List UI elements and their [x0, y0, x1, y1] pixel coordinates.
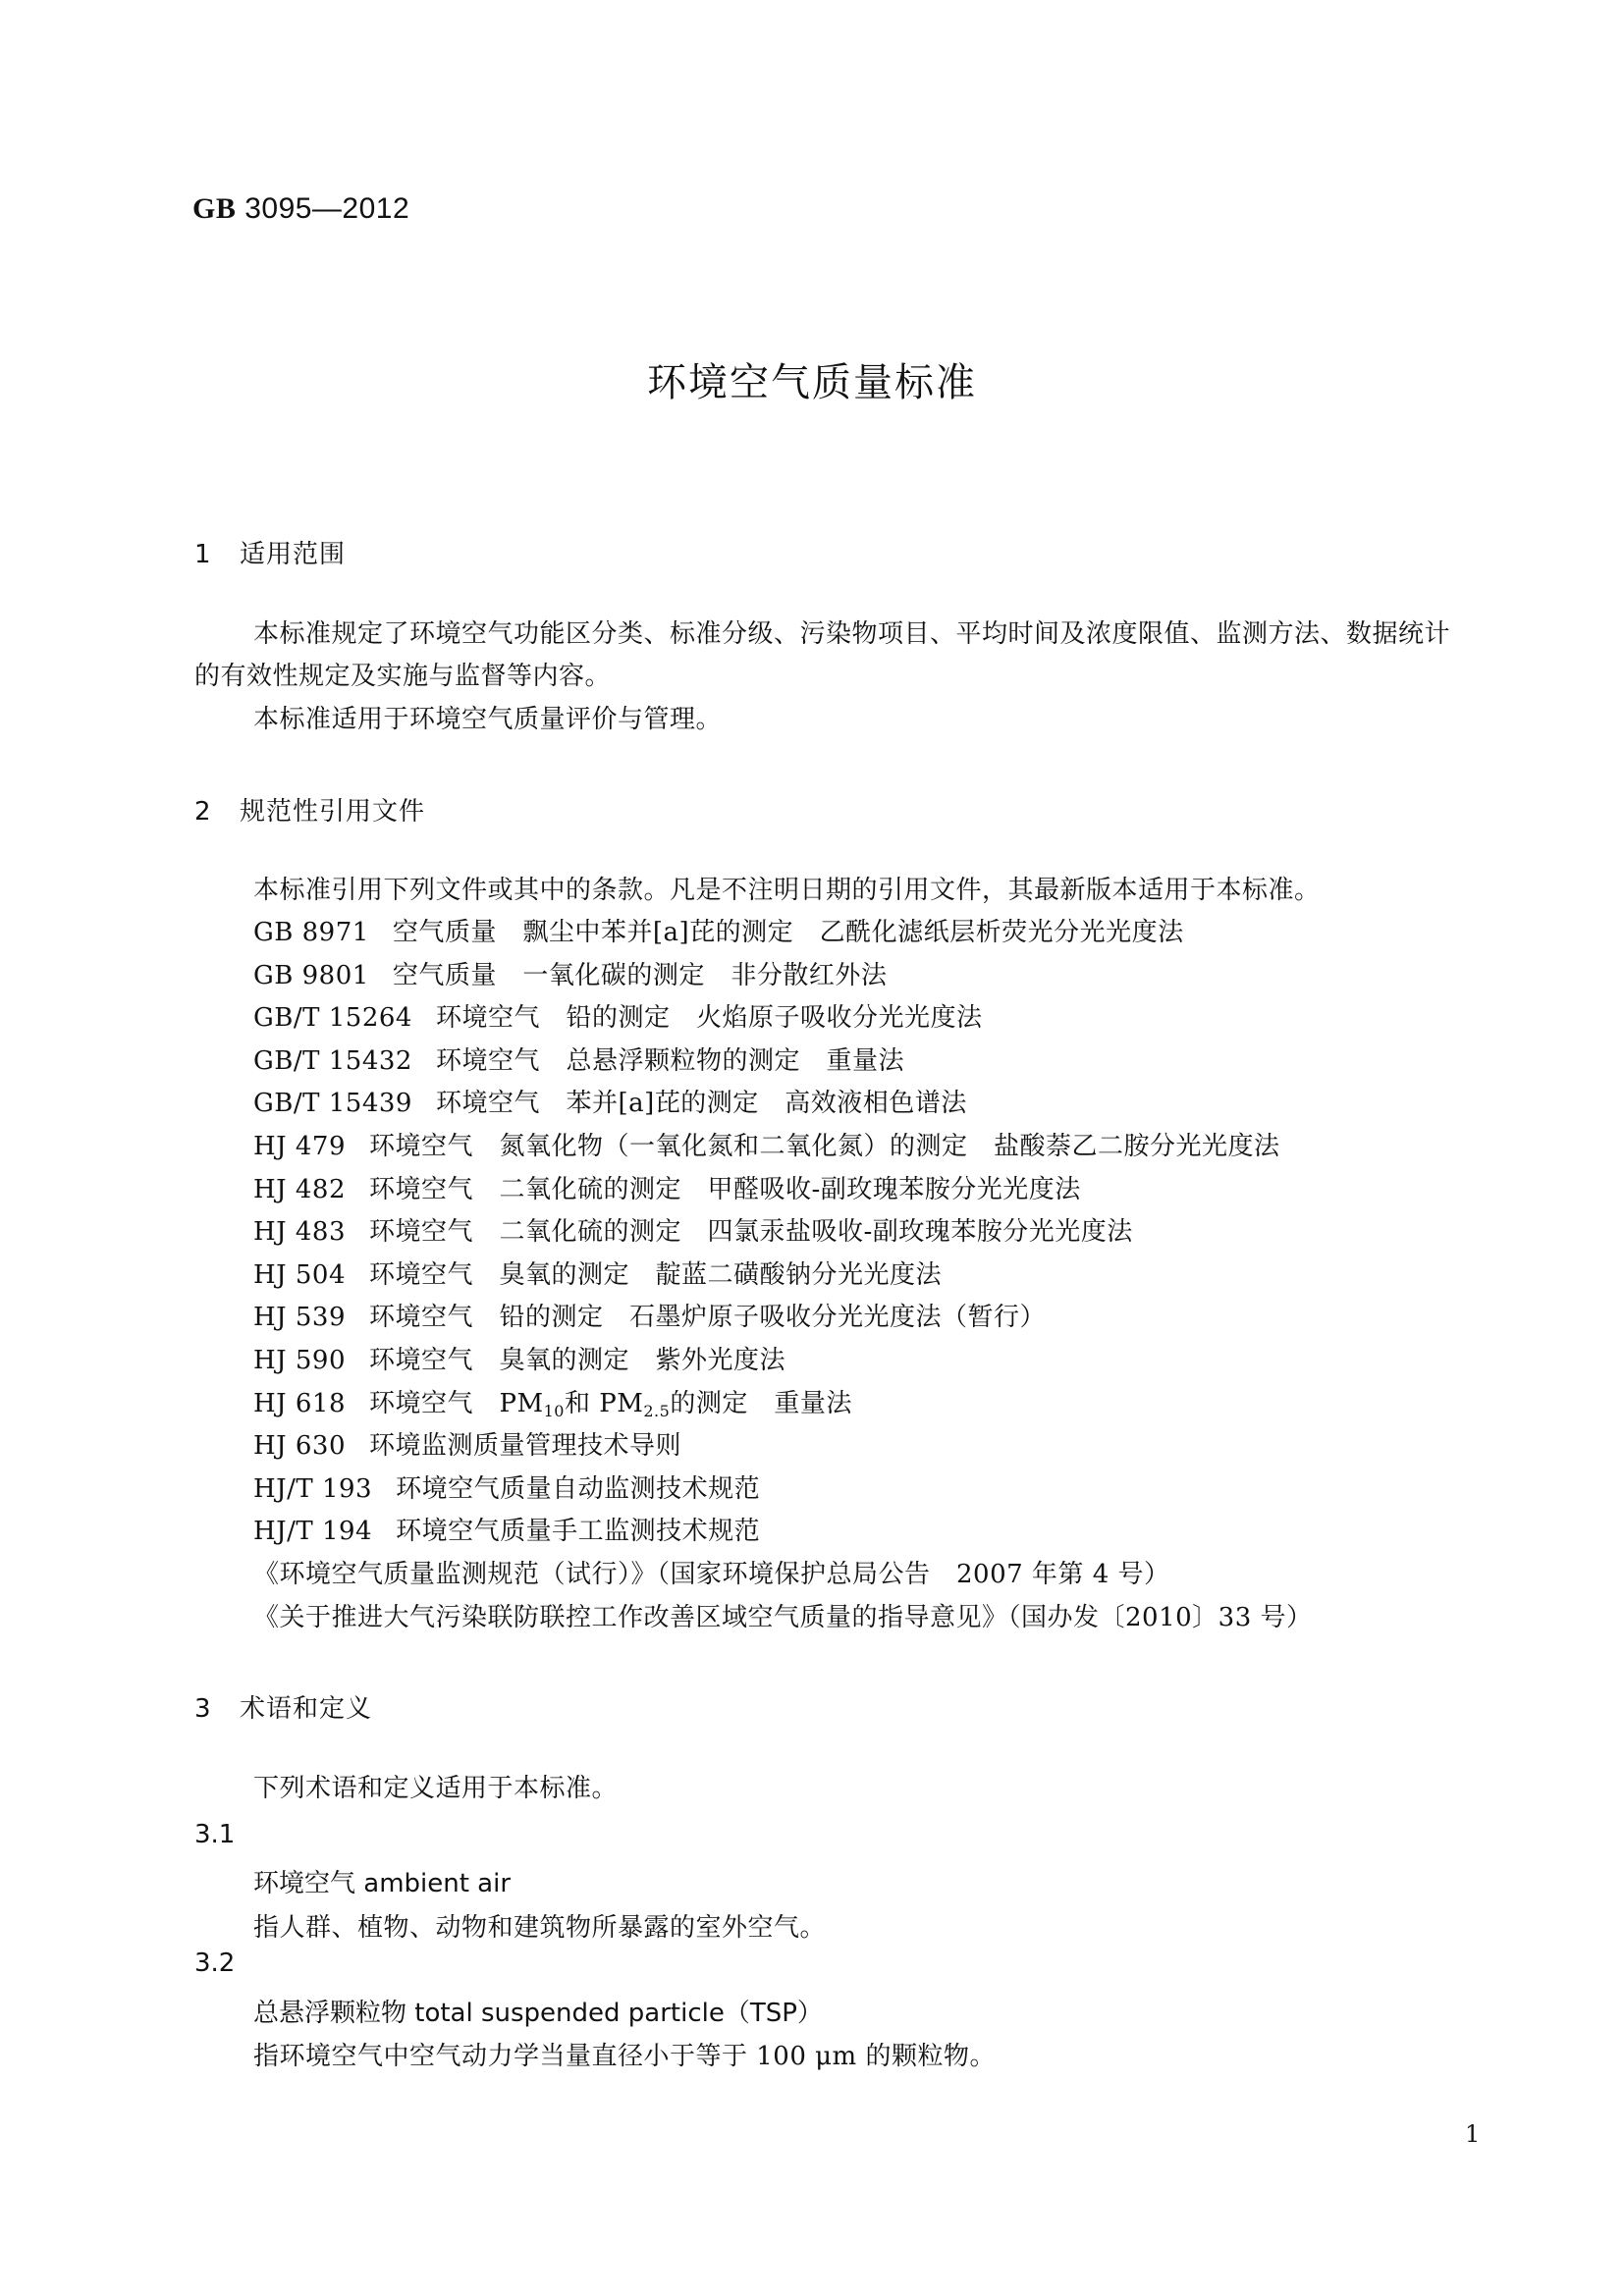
document-title: 环境空气质量标准 [647, 360, 977, 405]
reference-title: 空气质量 一氧化碳的测定 非分散红外法 [392, 960, 888, 990]
reference-document [253, 1597, 1313, 1640]
reference-title: 环境空气 铅的测定 石墨炉原子吸收分光光度法（暂行） [369, 1303, 1047, 1333]
term-3-1-name: 环境空气 ambient air [253, 1869, 512, 1898]
reference-item [253, 1126, 1313, 1169]
reference-title-part: 和 PM [564, 1388, 644, 1418]
reference-item [253, 955, 1313, 998]
subscript-pm10: 10 [543, 1401, 565, 1420]
reference-document [253, 1554, 1313, 1597]
reference-title: 环境监测质量管理技术导则 [369, 1431, 682, 1462]
reference-document-title: 《环境空气质量监测规范（试行）》（国家环境保护总局公告 2007 年第 4 号） [253, 1559, 1170, 1589]
reference-title: 环境空气质量手工监测技术规范 [396, 1517, 761, 1547]
section-1-paragraph-1 [194, 614, 1471, 698]
section-number: 2 [194, 797, 212, 827]
reference-item [253, 1041, 1313, 1084]
subscript-pm25: 2.5 [643, 1401, 671, 1420]
section-number: 1 [194, 540, 212, 569]
paragraph-text: 下列术语和定义适用于本标准。 [253, 1774, 619, 1803]
standard-code-prefix: GB [192, 192, 237, 225]
reference-document-title: 《关于推进大气污染联防联控工作改善区域空气质量的指导意见》（国办发〔2010〕33 号） [253, 1602, 1313, 1632]
term-3-2-number: 3.2 [194, 1949, 236, 1978]
term-3-1-number: 3.1 [194, 1820, 236, 1849]
section-title: 适用范围 [240, 540, 347, 569]
section-title: 规范性引用文件 [240, 797, 426, 827]
reference-title: 环境空气 二氧化硫的测定 甲醛吸收-副玫瑰苯胺分光光度法 [369, 1174, 1081, 1204]
section-1-paragraph-2 [194, 699, 1471, 741]
reference-title: 环境空气 氮氧化物（一氧化氮和二氧化氮）的测定 盐酸萘乙二胺分光光度法 [369, 1131, 1280, 1161]
reference-code: HJ 479 [253, 1131, 346, 1161]
section-title: 术语和定义 [240, 1694, 373, 1724]
reference-title: 空气质量 飘尘中苯并[a]芘的测定 乙酰化滤纸层析荧光分光光度法 [392, 918, 1184, 947]
reference-title-part: 的测定 重量法 [670, 1388, 852, 1418]
reference-title: 环境空气 总悬浮颗粒物的测定 重量法 [435, 1045, 904, 1076]
reference-code: GB/T 15432 [253, 1045, 412, 1076]
reference-item [253, 1468, 1313, 1512]
reference-code: GB/T 15439 [253, 1089, 412, 1119]
standard-code [192, 192, 409, 226]
reference-code: HJ 483 [253, 1217, 346, 1248]
reference-title: 环境空气 苯并[a]芘的测定 高效液相色谱法 [435, 1089, 967, 1119]
paragraph-text: 本标准引用下列文件或其中的条款。凡是不注明日期的引用文件，其最新版本适用于本标准。 [253, 876, 1321, 905]
reference-code: HJ 482 [253, 1174, 346, 1204]
reference-item [253, 1083, 1313, 1126]
reference-title: 环境空气 铅的测定 火焰原子吸收分光光度法 [435, 1003, 983, 1034]
paragraph-text: 本标准规定了环境空气功能区分类、标准分级、污染物项目、平均时间及浓度限值、监测方法、数据统计的有效性规定及实施与监督等内容。 [194, 619, 1451, 691]
reference-code: HJ 504 [253, 1259, 346, 1290]
term-3-2-name: 总悬浮颗粒物 total suspended particle（TSP） [253, 1999, 823, 2028]
reference-code: HJ/T 194 [253, 1517, 373, 1547]
reference-code: GB 9801 [253, 960, 369, 990]
section-3-intro [194, 1768, 1471, 1810]
section-2-intro [194, 870, 1471, 912]
reference-item [253, 1211, 1313, 1255]
reference-item [253, 1425, 1313, 1468]
reference-title-part: 环境空气 PM [369, 1388, 544, 1418]
reference-code: HJ 539 [253, 1303, 346, 1333]
page-number: 1 [1465, 2120, 1481, 2148]
reference-code: GB/T 15264 [253, 1003, 412, 1034]
reference-title: 环境空气 二氧化硫的测定 四氯汞盐吸收-副玫瑰苯胺分光光度法 [369, 1217, 1133, 1248]
reference-code: HJ 630 [253, 1431, 346, 1462]
reference-item [253, 1297, 1313, 1340]
reference-title: 环境空气 臭氧的测定 紫外光度法 [369, 1345, 786, 1375]
reference-code: HJ/T 193 [253, 1473, 373, 1504]
reference-title: 环境空气质量自动监测技术规范 [396, 1473, 761, 1504]
reference-item [253, 912, 1313, 955]
term-3-1-definition: 指人群、植物、动物和建筑物所暴露的室外空气。 [253, 1913, 827, 1943]
reference-item [253, 1169, 1313, 1212]
section-3-heading [194, 1688, 372, 1725]
reference-item [253, 1340, 1313, 1383]
reference-item [253, 1255, 1313, 1298]
section-2-heading [194, 791, 425, 828]
reference-code: HJ 590 [253, 1345, 346, 1375]
reference-item-hj618 [253, 1383, 1313, 1426]
term-3-2-definition: 指环境空气中空气动力学当量直径小于等于 100 μm 的颗粒物。 [253, 2042, 996, 2071]
reference-item [253, 1511, 1313, 1554]
reference-code: GB 8971 [253, 918, 369, 947]
section-number: 3 [194, 1694, 212, 1724]
reference-title: 环境空气 臭氧的测定 靛蓝二磺酸钠分光光度法 [369, 1259, 943, 1290]
paragraph-text: 本标准适用于环境空气质量评价与管理。 [253, 705, 723, 734]
reference-item [253, 997, 1313, 1041]
reference-list [253, 912, 1313, 1639]
standard-code-number: 3095—2012 [236, 192, 410, 225]
reference-code: HJ 618 [253, 1388, 346, 1418]
section-1-heading [194, 534, 346, 570]
